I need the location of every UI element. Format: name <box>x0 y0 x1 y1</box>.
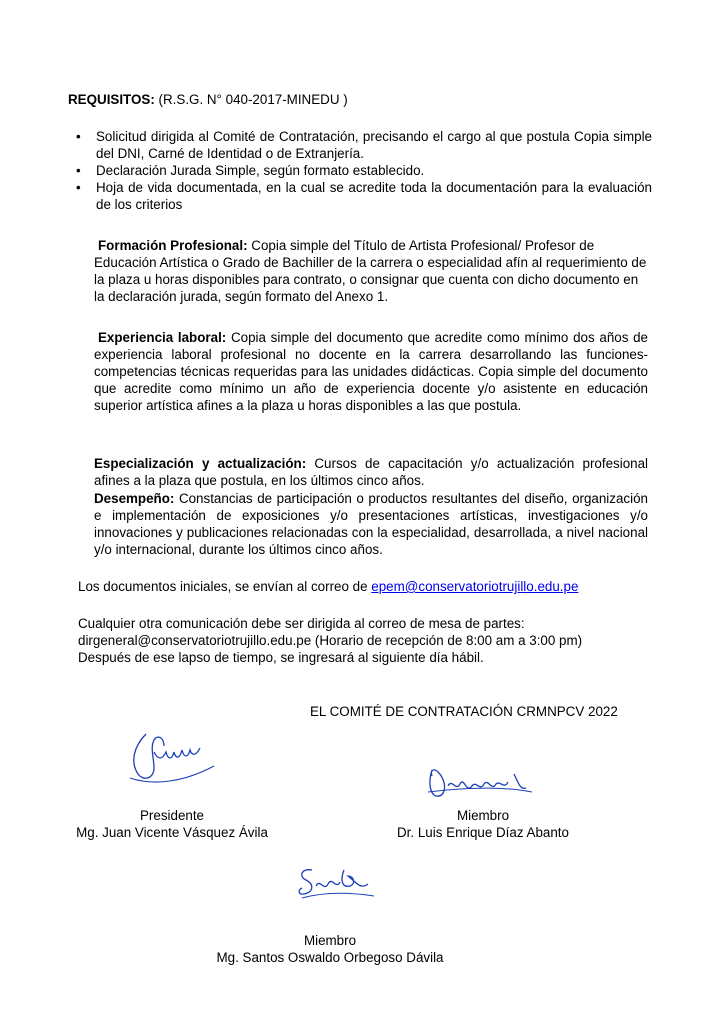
envio-line <box>78 578 578 595</box>
desempeno-label: Desempeño: <box>94 491 175 506</box>
signature-miembro-diaz <box>422 762 534 802</box>
signature-miembro-orbegoso <box>294 862 378 902</box>
requisitos-heading <box>68 91 348 108</box>
mesa-partes-line1: Cualquier otra comunicación debe ser dirigida al correo de mesa de partes: <box>78 616 525 631</box>
requisitos-ref: (R.S.G. N° 040-2017-MINEDU ) <box>154 92 348 107</box>
list-item: • Solicitud dirigida al Comité de Contratación, precisando el cargo al que postula Copia simple del DNI, Carné de Identidad o de Extranjería. <box>76 128 652 162</box>
list-item: • Hoja de vida documentada, en la cual se acredite toda la documentación para la evaluación de los criterios <box>76 179 652 213</box>
requirements-list <box>76 128 652 213</box>
desempeno-text: Constancias de participación o productos resultantes del diseño, organización e implementación de exposiciones y/o presentaciones artísticas, investigaciones y/o innovaciones y publicaciones relacionadas con la especialidad, desarrollada, a nivel nacional y/o internacional, durante los últimos cinco años. <box>94 491 648 557</box>
list-item: • Declaración Jurada Simple, según formato establecido. <box>76 162 652 179</box>
firmante-miembro-orbegoso <box>196 932 464 966</box>
criterio-desempeno <box>94 490 648 558</box>
mesa-partes-block <box>78 615 582 666</box>
formacion-text: Copia simple del Título de Artista Profesional/ Profesor de Educación Artística o Grado de Bachiller de la carrera o especialidad afín al requerimiento de la plaza u horas disponibles para contrato, o consignar que cuenta con dicho documento en la declaración jurada, según formato del Anexo 1. <box>94 238 647 304</box>
formacion-label: Formación Profesional: <box>98 238 248 253</box>
firmante-nombre: Dr. Luis Enrique Díaz Abanto <box>397 825 569 840</box>
epem-email-link[interactable]: epem@conservatoriotrujillo.edu.pe <box>371 579 579 594</box>
experiencia-label: Experiencia laboral: <box>98 330 227 345</box>
firmante-cargo: Presidente <box>139 808 205 823</box>
criterio-especializacion <box>94 455 648 489</box>
criterio-formacion <box>94 237 652 305</box>
mesa-partes-line2: dirgeneral@conservatoriotrujillo.edu.pe (Horario de recepción de 8:00 am a 3:00 pm) <box>78 633 583 648</box>
envio-text: Los documentos iniciales, se envían al correo de <box>78 579 372 594</box>
firmante-cargo: Miembro <box>456 808 510 823</box>
firmante-presidente <box>54 807 290 841</box>
especializacion-label: Especialización y actualización: <box>94 456 307 471</box>
firmante-miembro-diaz <box>380 807 586 841</box>
comite-title: EL COMITÉ DE CONTRATACIÓN CRMNPCV 2022 <box>310 704 618 719</box>
mesa-partes-line3: Después de ese lapso de tiempo, se ingresará al siguiente día hábil. <box>78 650 484 665</box>
firmante-cargo: Miembro <box>303 933 357 948</box>
signature-presidente <box>124 728 220 788</box>
especializacion-text: Cursos de capacitación y/o actualización profesional afines a la plaza que postula, en los últimos cinco años. <box>94 456 649 488</box>
firmante-nombre: Mg. Juan Vicente Vásquez Ávila <box>76 825 268 840</box>
requisitos-label: REQUISITOS: <box>68 92 155 107</box>
criterio-experiencia <box>94 329 648 414</box>
experiencia-text: Copia simple del documento que acredite como mínimo dos años de experiencia laboral profesional no docente en la carrera desarrollando las funciones- competencias técnicas requeridas para las unidades didácticas. Copia simple del documento que acredite como mínimo un año de experiencia docente y/o asistente en educación superior artística afines a la plaza u horas disponibles a las que postula. <box>94 330 649 413</box>
firmante-nombre: Mg. Santos Oswaldo Orbegoso Dávila <box>216 950 444 965</box>
